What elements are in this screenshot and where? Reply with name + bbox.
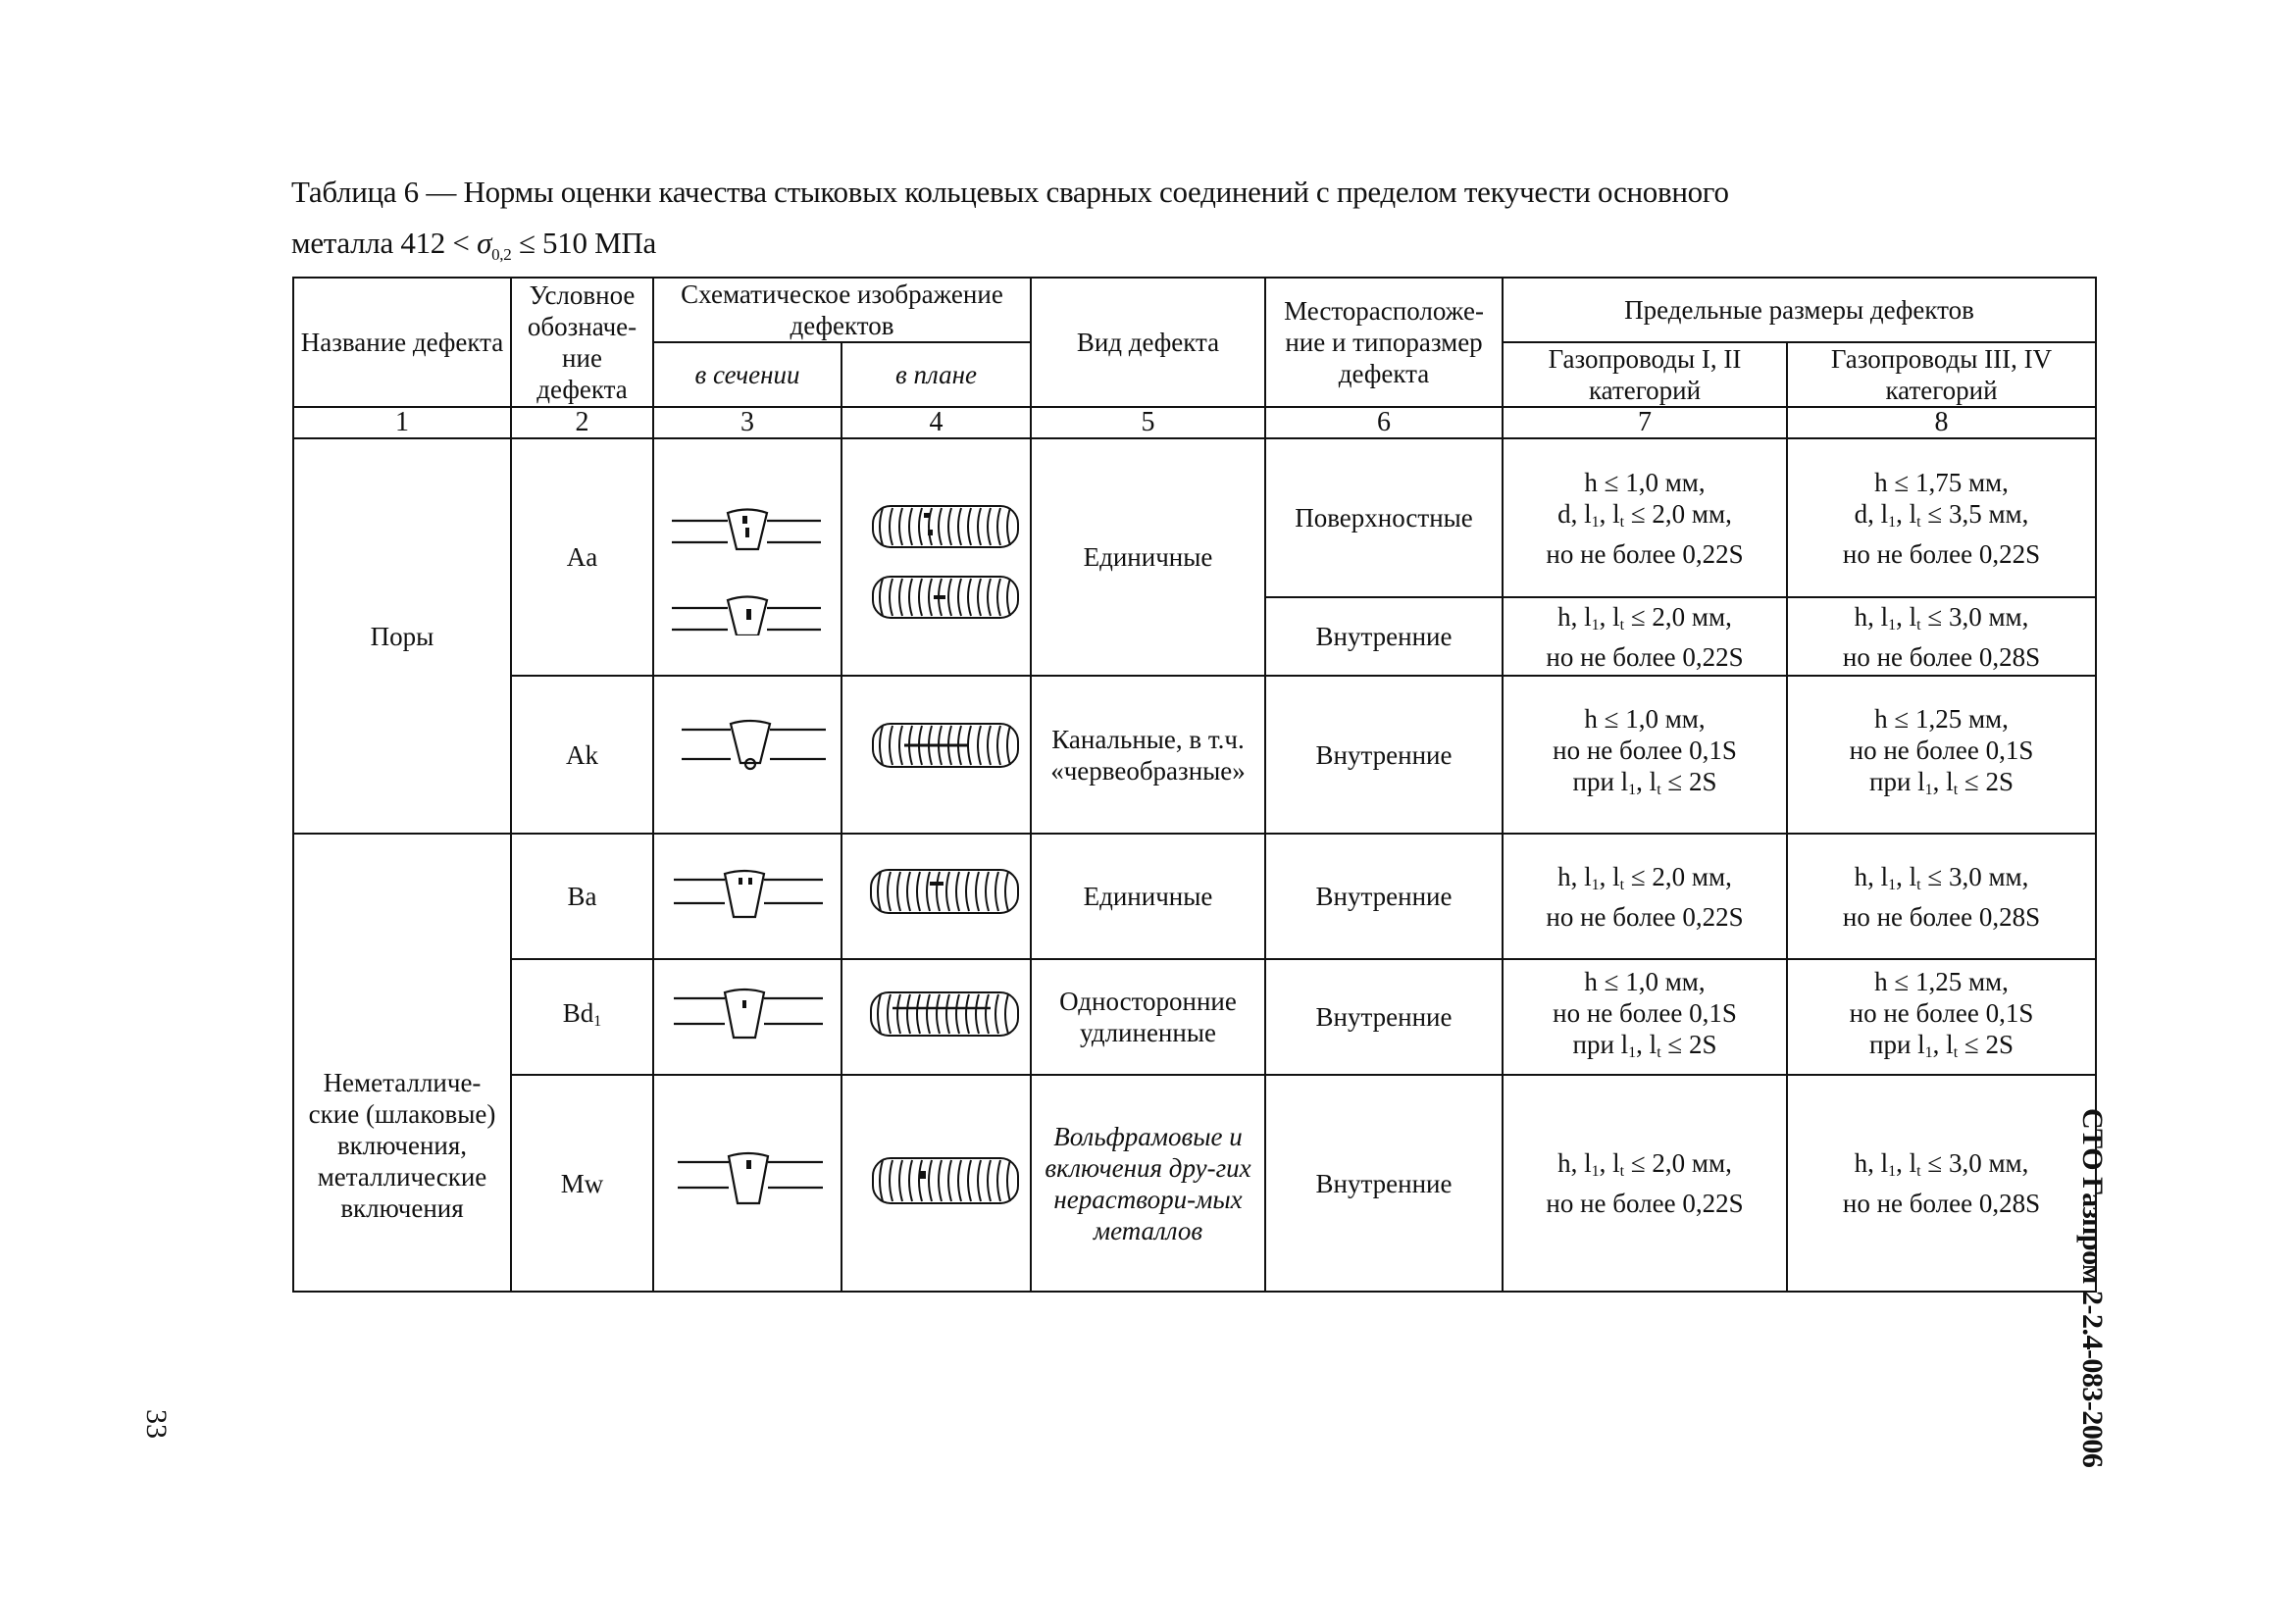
limits-bd1-cat34 [1787, 959, 2096, 1075]
column-number: 7 [1503, 407, 1787, 438]
plan-sketch-mw [842, 1075, 1031, 1292]
caption-line-1: Таблица 6 — Нормы оценки качества стыковых кольцевых сварных соединений с пределом текучести основного [291, 175, 1729, 209]
plan-sketch-bd1 [842, 959, 1031, 1075]
column-number: 8 [1787, 407, 2096, 438]
limit-line: но не более 0,22S [1546, 901, 1744, 932]
column-number: 2 [511, 407, 653, 438]
limit-line: h ≤ 1,0 мм, [1584, 966, 1706, 996]
limit-line: h ≤ 1,75 мм, [1874, 467, 2009, 497]
header-limit-sizes: Предельные размеры дефектов [1503, 278, 2096, 342]
limit-line: но не более 0,1S [1553, 736, 1737, 765]
limits-ak-cat34 [1787, 676, 2096, 834]
plan-sketch-ak [842, 676, 1031, 834]
table-caption [291, 167, 2106, 280]
limit-line: но не более 0,1S [1849, 736, 2034, 765]
kind-ak: Канальные, в т.ч. «червеобразные» [1031, 676, 1265, 834]
plan-sketch-aa [842, 438, 1031, 676]
section-sketch-aa [653, 438, 842, 676]
limit-line: d, l1, lt ≤ 2,0 мм, [1557, 498, 1732, 531]
limit-line: при l1, lt ≤ 2S [1869, 767, 2014, 798]
section-sketch-ba [653, 834, 842, 959]
limit-line: h, l1, lt ≤ 3,0 мм, [1854, 861, 2029, 893]
kind-mw: Вольфрамовые и включения дру-гих нераствори-мых металлов [1031, 1075, 1265, 1292]
limit-line: но не более 0,28S [1842, 641, 2041, 672]
location-aa-surface: Поверхностные [1265, 438, 1503, 597]
weld-plan-diagram [853, 862, 1020, 931]
header-category-1-2: Газопроводы I, II категорий [1503, 342, 1787, 407]
header-defect-name: Название дефекта [293, 278, 511, 407]
symbol-bd1: Bd1 [511, 959, 653, 1075]
group-inclusions: Неметалличе-ские (шлаковые) включения, металлические включения [293, 834, 511, 1292]
limits-aa-internal-cat12 [1503, 597, 1787, 676]
kind-bd1: Односторонние удлиненные [1031, 959, 1265, 1075]
page-number: 33 [140, 1409, 173, 1439]
table-row [293, 959, 2096, 1075]
column-number: 6 [1265, 407, 1503, 438]
header-category-3-4: Газопроводы III, IV категорий [1787, 342, 2096, 407]
location-aa-internal: Внутренние [1265, 597, 1503, 676]
group-pores: Поры [293, 438, 511, 834]
weld-section-diagram [664, 716, 831, 794]
column-number: 5 [1031, 407, 1265, 438]
limits-ak-cat12 [1503, 676, 1787, 834]
section-sketch-mw [653, 1075, 842, 1292]
kind-aa: Единичные [1031, 438, 1265, 676]
sigma-subscript: 0,2 [491, 245, 512, 265]
symbol-aa: Aa [511, 438, 653, 676]
limit-line: при l1, lt ≤ 2S [1572, 1029, 1717, 1061]
limit-line: но не более 0,22S [1546, 1189, 1744, 1218]
table-row [293, 834, 2096, 959]
weld-section-diagram [664, 862, 831, 931]
caption-line-2 [291, 218, 2106, 280]
limit-line: но не более 0,28S [1842, 1189, 2041, 1218]
caption-line-2-prefix: металла 412 < [291, 226, 470, 260]
header-row-1 [293, 278, 2096, 342]
location-ak: Внутренние [1265, 676, 1503, 834]
limit-line: h, l1, lt ≤ 2,0 мм, [1557, 861, 1732, 893]
header-defect-symbol: Условное обозначе-ние дефекта [511, 278, 653, 407]
limit-line: но не более 0,22S [1546, 538, 1744, 569]
weld-section-diagram [664, 479, 831, 635]
limit-line: но не более 0,22S [1546, 641, 1744, 672]
location-mw: Внутренние [1265, 1075, 1503, 1292]
weld-section-diagram [664, 983, 831, 1051]
header-defect-kind: Вид дефекта [1031, 278, 1265, 407]
limit-line: но не более 0,1S [1849, 997, 2034, 1028]
limits-ba-cat34 [1787, 834, 2096, 959]
section-sketch-ak [653, 676, 842, 834]
location-ba: Внутренние [1265, 834, 1503, 959]
plan-sketch-ba [842, 834, 1031, 959]
limit-line: при l1, lt ≤ 2S [1869, 1029, 2014, 1061]
limit-line: h, l1, lt ≤ 3,0 мм, [1854, 601, 2029, 634]
limits-aa-surface-cat12 [1503, 438, 1787, 597]
header-in-section: в сечении [653, 342, 842, 407]
weld-section-diagram [664, 1144, 831, 1223]
section-sketch-bd1 [653, 959, 842, 1075]
column-number-row [293, 407, 2096, 438]
limit-line: h ≤ 1,0 мм, [1584, 467, 1706, 497]
limits-aa-internal-cat34 [1787, 597, 2096, 676]
limit-line: h, l1, lt ≤ 2,0 мм, [1557, 1148, 1732, 1180]
weld-plan-diagram [853, 983, 1020, 1051]
limit-line: при l1, lt ≤ 2S [1572, 767, 1717, 798]
limit-line: h ≤ 1,25 мм, [1874, 966, 2009, 996]
weld-plan-diagram [853, 479, 1020, 635]
table-row [293, 676, 2096, 834]
limit-line: но не более 0,28S [1842, 901, 2041, 932]
limit-line: d, l1, lt ≤ 3,5 мм, [1854, 498, 2029, 531]
limits-mw-cat34 [1787, 1075, 2096, 1292]
header-in-plan: в плане [842, 342, 1031, 407]
limits-mw-cat12 [1503, 1075, 1787, 1292]
limit-line: но не более 0,1S [1553, 997, 1737, 1028]
limits-ba-cat12 [1503, 834, 1787, 959]
weld-plan-diagram [853, 716, 1020, 794]
header-location: Месторасположе-ние и типоразмер дефекта [1265, 278, 1503, 407]
weld-plan-diagram [853, 1144, 1020, 1223]
defect-norms-table [292, 277, 2097, 1293]
sigma-symbol: σ [477, 226, 492, 260]
column-number: 3 [653, 407, 842, 438]
column-number: 4 [842, 407, 1031, 438]
header-schematic: Схематическое изображение дефектов [653, 278, 1031, 342]
limits-bd1-cat12 [1503, 959, 1787, 1075]
table-row [293, 438, 2096, 597]
column-number: 1 [293, 407, 511, 438]
symbol-ak: Ak [511, 676, 653, 834]
limit-line: h, l1, lt ≤ 3,0 мм, [1854, 1148, 2029, 1180]
standard-designation: СТО Газпром 2-2.4-083-2006 [2076, 1108, 2109, 1468]
limit-line: h ≤ 1,0 мм, [1584, 704, 1706, 734]
limit-line: h, l1, lt ≤ 2,0 мм, [1557, 601, 1732, 634]
limit-line: h ≤ 1,25 мм, [1874, 704, 2009, 734]
limits-aa-surface-cat34 [1787, 438, 2096, 597]
symbol-mw: Mw [511, 1075, 653, 1292]
symbol-ba: Ba [511, 834, 653, 959]
table-row [293, 1075, 2096, 1292]
location-bd1: Внутренние [1265, 959, 1503, 1075]
limit-line: но не более 0,22S [1842, 538, 2041, 569]
kind-ba: Единичные [1031, 834, 1265, 959]
caption-line-2-suffix: ≤ 510 МПа [518, 226, 656, 260]
